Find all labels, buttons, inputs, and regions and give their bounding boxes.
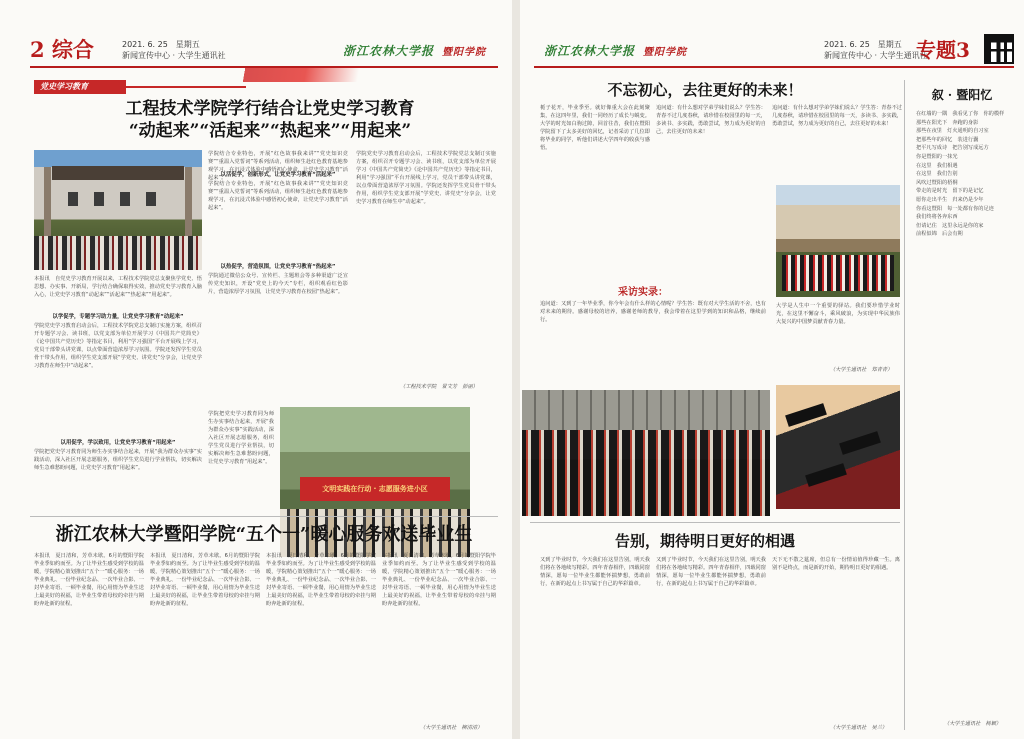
poem-sidebar [908,80,1016,736]
brand-sub: 暨阳学院 [442,47,486,58]
news2-col-3: 本报讯 夏日清和，芳草未歇。6月的暨阳学院毕业季如约而至。为了让毕业生感受到学校的温暖，学院精心策划推出“五个一”暖心服务：一场毕业典礼、一份毕业纪念品、一次毕业合影、一封毕业寄语、一顿毕业餐，用心用情为毕业生送上最美好的祝福，让毕业生带着母校的牵挂与期盼奔赴新的征程。 [266,553,376,607]
article-col-4: 学院把党史学习教育同为师生办实事结合起来，开展“我为群众办实事”实践活动，深入社区开展志愿服务，组织学生党员进行学业帮扶，切实解决师生急难愁盼问题，让党史学习教育“用起来”。 [34,449,202,471]
cap-shape [785,403,827,427]
article-col-6: 学院把党史学习教育同为师生办实事结合起来，开展“我为群众办实事”实践活动，深入社区开展志愿服务，组织学生党员进行学业帮扶，切实解决师生急难愁盼问题，让党史学习教育“用起来”。 [208,411,274,465]
news2-col-2: 本报讯 夏日清和，芳草未歇。6月的暨阳学院毕业季如约而至。为了让毕业生感受到学校的温暖，学院精心策划推出“五个一”暖心服务：一场毕业典礼、一份毕业纪念品、一次毕业合影、一封毕业寄语、一顿毕业餐，用心用情为毕业生送上最美好的祝福，让毕业生带着母校的牵挂与期盼奔赴新的征程。 [150,553,260,607]
credit-right-2: （大学生通讯社 吴兰） [830,725,888,731]
right-col-b2: 追问道：有什么想对学弟学妹们说么？学生答：青春不过几度春秋，请珍惜在校园里的每一天，多读书、多实践，勇敢尝试，努力成为更好的自己，去往更好的未来！ [772,105,902,127]
right-brand-title [544,42,687,59]
cap-shape [805,463,847,487]
photo-window [146,192,156,206]
left-header-meta [122,39,226,61]
article-col-3: 学院通过微信公众号、宣传栏、主题班会等多种渠道广泛宣传党史知识，开设“党史上的今天”专栏，组织观看红色影片，营造浓厚学习氛围，让党史学习教育在校园“热起来”。 [208,273,348,295]
photo-roof [52,166,184,180]
subheading-3: 以热促学，营造氛围，让党史学习教育“热起来” [220,264,336,270]
news2-col-4: 本报讯 夏日清和，芳草未歇。6月的暨阳学院毕业季如约而至。为了让毕业生感受到学校的温暖，学院精心策划推出“五个一”暖心服务：一场毕业典礼、一份毕业纪念品、一次毕业合影、一封毕业寄语、一顿毕业餐，用心用情为毕业生送上最美好的祝福，让毕业生带着母校的牵挂与期盼奔赴新的征程。 [382,553,496,607]
right-col-a: 栀子花开，毕业季至。就好像重大会在此刻聚集，在这四年里，我们一同经历了成长与蜕变。大学的时光如白驹过隙，回首往昔，我们在暨阳学院留下了太多美好的回忆，记者采访了几位即将毕业的同学，听他们讲述大学四年的收获与感悟。 [540,105,650,151]
right-col-d2: 又到了毕业时节，今天我们在这里告别，明天我们将在各地续写精彩。四年青春相伴，四载同窗情深，愿每一位毕业生都能怀揣梦想，勇敢前行，在新的起点上书写属于自己的华彩篇章。 [656,557,766,587]
right-col-d: 又到了毕业时节，今天我们在这里告别，明天我们将在各地续写精彩。四年青春相伴，四载同窗情深，愿每一位毕业生都能怀揣梦想，勇敢前行，在新的起点上书写属于自己的华彩篇章。 [540,557,650,587]
photo-campus-group [776,185,900,297]
left-page-header [30,34,498,68]
credit-sidebar: （大学生通讯社 杨颖） [944,721,1002,727]
brand-name-right: 浙江农林大学报 [544,44,636,58]
interview-title: 采访实录： [618,287,668,298]
cap-shape [839,431,881,455]
right-col-b: 追问道：有什么想对学弟学妹们说么？学生答：青春不过几度春秋，请珍惜在校园里的每一天，多读书、多实践，勇敢尝试，努力成为更好的自己，去往更好的未来！ [656,105,766,135]
right-headline-2: 告别，期待明日更好的相遇 [614,532,795,550]
left-brand-title [343,42,486,59]
right-divider [530,522,900,523]
photo-group-people [782,255,894,291]
article-col-5: 学院党史学习教育启动会后，工程技术学院党总支制订实施方案，组织召开专题学习会、读书班，以党支部为单位开展学习《中国共产党简史》《论中国共产党历史》等指定书目，利用“学习强国”平台开展线上学习，党员干部带头讲党课，以点带面营造浓厚学习氛围。学院还发挥学生党员骨干带头作用，组织学生党支部开展“学党史、讲党史”分享会，让党史学习教育在师生中“动起来”。 [356,151,496,205]
right-page-header [534,34,1014,68]
volunteer-banner-text: 文明实践在行动 · 志愿服务进小区 [300,477,450,501]
photo-crowd [34,236,202,270]
edition-label-left: 2 综合 [30,37,94,62]
photo-window [94,192,104,206]
subheading-1: 以学促学，专题学习助力量，让党史学习教育“动起来” [52,314,184,320]
photo-graduates [522,390,770,516]
news2-headline: 浙江农林大学暨阳学院“五个一”暖心服务欢送毕业生 [55,524,473,545]
sidebar-title: 叙 · 暨阳忆 [931,88,993,102]
article-col-2: 学院结合专业特色，开展“红色故事我来讲”“党史知识竞赛”“重温入党誓词”等系列活动，组织师生赴红色教育基地参观学习，在沉浸式体验中感悟初心使命，让党史学习教育“活起来”。 [208,181,348,211]
credit-1: （工程技术学院 景文芳 彭丽） [400,384,478,390]
left-date: 2021. 6. 25 星期五 [122,40,200,49]
qr-code-icon [984,34,1014,64]
right-date: 2021. 6. 25 星期五 [824,40,902,49]
subheading-4: 以用促学，学以致用，让党史学习教育“用起来” [60,440,176,446]
article-col-1: 学院党史学习教育启动会后，工程技术学院党总支制订实施方案，组织召开专题学习会、读书班，以党支部为单位开展学习《中国共产党简史》《论中国共产党历史》等指定书目，利用“学习强国”平台开展线上学习，党员干部带头讲党课，以点带面营造浓厚学习氛围。学院还发挥学生党员骨干带头作用，组织学生党支部开展“学党史、讲党史”分享会，让党史学习教育在师生中“动起来”。 [34,323,202,369]
banner-rule [126,86,246,88]
right-col-e: 天下无不散之筵席，但总有一份情谊值得珍藏一生。离别不是终点，而是新的开始，期待明日更好的相遇。 [772,557,900,571]
article-intro: 本报讯 自党史学习教育开展以来，工程技术学院党总支聚焦学党史、悟思想、办实事、开新局，学行结合确保取得实效，推动党史学习教育入脑入心，让党史学习教育“动起来”“活起来”“热起来”“用起来”。 [34,276,202,298]
photo-window [68,192,78,206]
credit-2: （大学生通讯社 柳清清） [420,725,483,731]
photo-window [120,192,130,206]
photo-graduate-rows [522,430,770,516]
photo-building-group [34,150,202,270]
sidebar-rule [904,80,905,730]
interview-text: 追问道：又到了一年毕业季，你今年会有什么样的心情呢？学生答：既有对大学生活的不舍，也有对未来的期待。感谢母校的培养，感谢老师的教导，我会带着在这里学到的知识和品格，继续前行。 [540,301,766,323]
brand-sub-right: 暨阳学院 [643,47,688,58]
photo-buildings [522,390,770,430]
page-gutter [512,0,520,739]
right-publisher: 新闻宣传中心 · 大学生通讯社 [824,51,928,60]
article-col-2-lead: 学院结合专业特色，开展“红色故事我来讲”“党史知识竞赛”“重温入党誓词”等系列活动，组织师生赴红色教育基地参观学习，在沉浸式体验中感悟初心使命，让党史学习教育“活起来”。 [208,151,348,181]
credit-right-1: （大学生通讯社 郑青青） [830,367,893,373]
news2-col-1: 本报讯 夏日清和，芳草未歇。6月的暨阳学院毕业季如约而至。为了让毕业生感受到学校的温暖，学院精心策划推出“五个一”暖心服务：一场毕业典礼、一份毕业纪念品、一次毕业合影、一封毕业寄语、一顿毕业餐，用心用情为毕业生送上最美好的祝福，让毕业生带着母校的牵挂与期盼奔赴新的征程。 [34,553,144,607]
brand-name: 浙江农林大学报 [342,44,434,58]
edition-label-right: 专题3 [916,38,970,62]
red-flag-decoration [230,68,380,82]
subheading-2: 以活促学，创新形式，让党史学习教育“活起来” [220,172,336,178]
main-headline-line-1: 工程技术学院学行结合让党史学习教育 [125,99,415,119]
right-headline-1: 不忘初心，去往更好的未来！ [607,81,803,99]
main-headline-line-2: “动起来”“活起来”“热起来”“用起来” [128,121,412,141]
right-header-meta [824,39,928,61]
sidebar-poem: 在红墙的一隅 我看见了你 你的模样 那些在阳光下 奔跑的身影 那些在夜里 灯火通明的自习室 把那些年的回忆 装进行囊 把平凡写成诗 把告别写成远方 你是暨阳的一抹光 在这里 我们相遇 在这里 我们告别 风吹过暨阳的梧桐 带走的是时光 留下的是记忆 愿你走出半生 归来仍是少年 你看这暨阳 每一处都有你的足迹 我们终将各奔东西 但请记住 这里永远是你的家 前程似锦 后会有期 [916,111,1005,238]
photo-graduation-caps [776,385,900,509]
column-banner: 党史学习教育 [34,80,126,94]
right-col-c: 大学是人生中一个重要的驿站。我们要珍惜学业时光，在这里不懈奋斗，乘风破浪，为实现中华民族伟大复兴的中国梦贡献青春力量。 [776,303,900,325]
left-publisher: 新闻宣传中心 · 大学生通讯社 [122,51,226,60]
section-divider [30,516,498,517]
